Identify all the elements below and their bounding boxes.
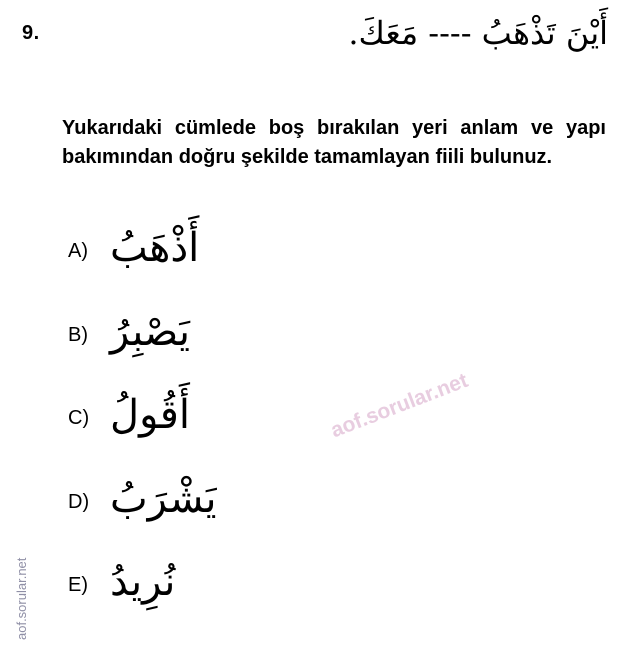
option-letter: A) bbox=[68, 240, 88, 262]
option-arabic-word: أَقُولُ bbox=[110, 392, 190, 438]
option-arabic-word: يَصْبِرُ bbox=[110, 308, 190, 355]
option-letter: E) bbox=[68, 574, 88, 596]
option-a[interactable] bbox=[68, 226, 368, 310]
arabic-sentence: أَيْنَ تَذْهَبُ ---- مَعَكَ. bbox=[348, 14, 608, 52]
option-letter: D) bbox=[68, 490, 90, 513]
option-e[interactable] bbox=[68, 560, 368, 644]
question-prompt: Yukarıdaki cümlede boş bırakılan yeri anlam ve yapı bakımından doğru şekilde tamamlayan fiili bulunuz. bbox=[62, 117, 606, 168]
option-d[interactable] bbox=[68, 477, 368, 561]
option-b[interactable] bbox=[68, 310, 368, 394]
option-c[interactable] bbox=[68, 393, 368, 477]
option-arabic-word: أَذْهَبُ bbox=[110, 225, 200, 271]
question-number: 9. bbox=[22, 22, 40, 44]
option-letter: C) bbox=[68, 407, 90, 429]
watermark: aof.sorular.net bbox=[327, 368, 472, 443]
option-arabic-word: نُرِيدُ bbox=[110, 559, 176, 605]
answer-options bbox=[68, 226, 368, 644]
option-arabic-word: يَشْرَبُ bbox=[110, 475, 217, 522]
option-letter: B) bbox=[68, 323, 88, 346]
side-watermark: aof.sorular.net bbox=[14, 557, 29, 640]
